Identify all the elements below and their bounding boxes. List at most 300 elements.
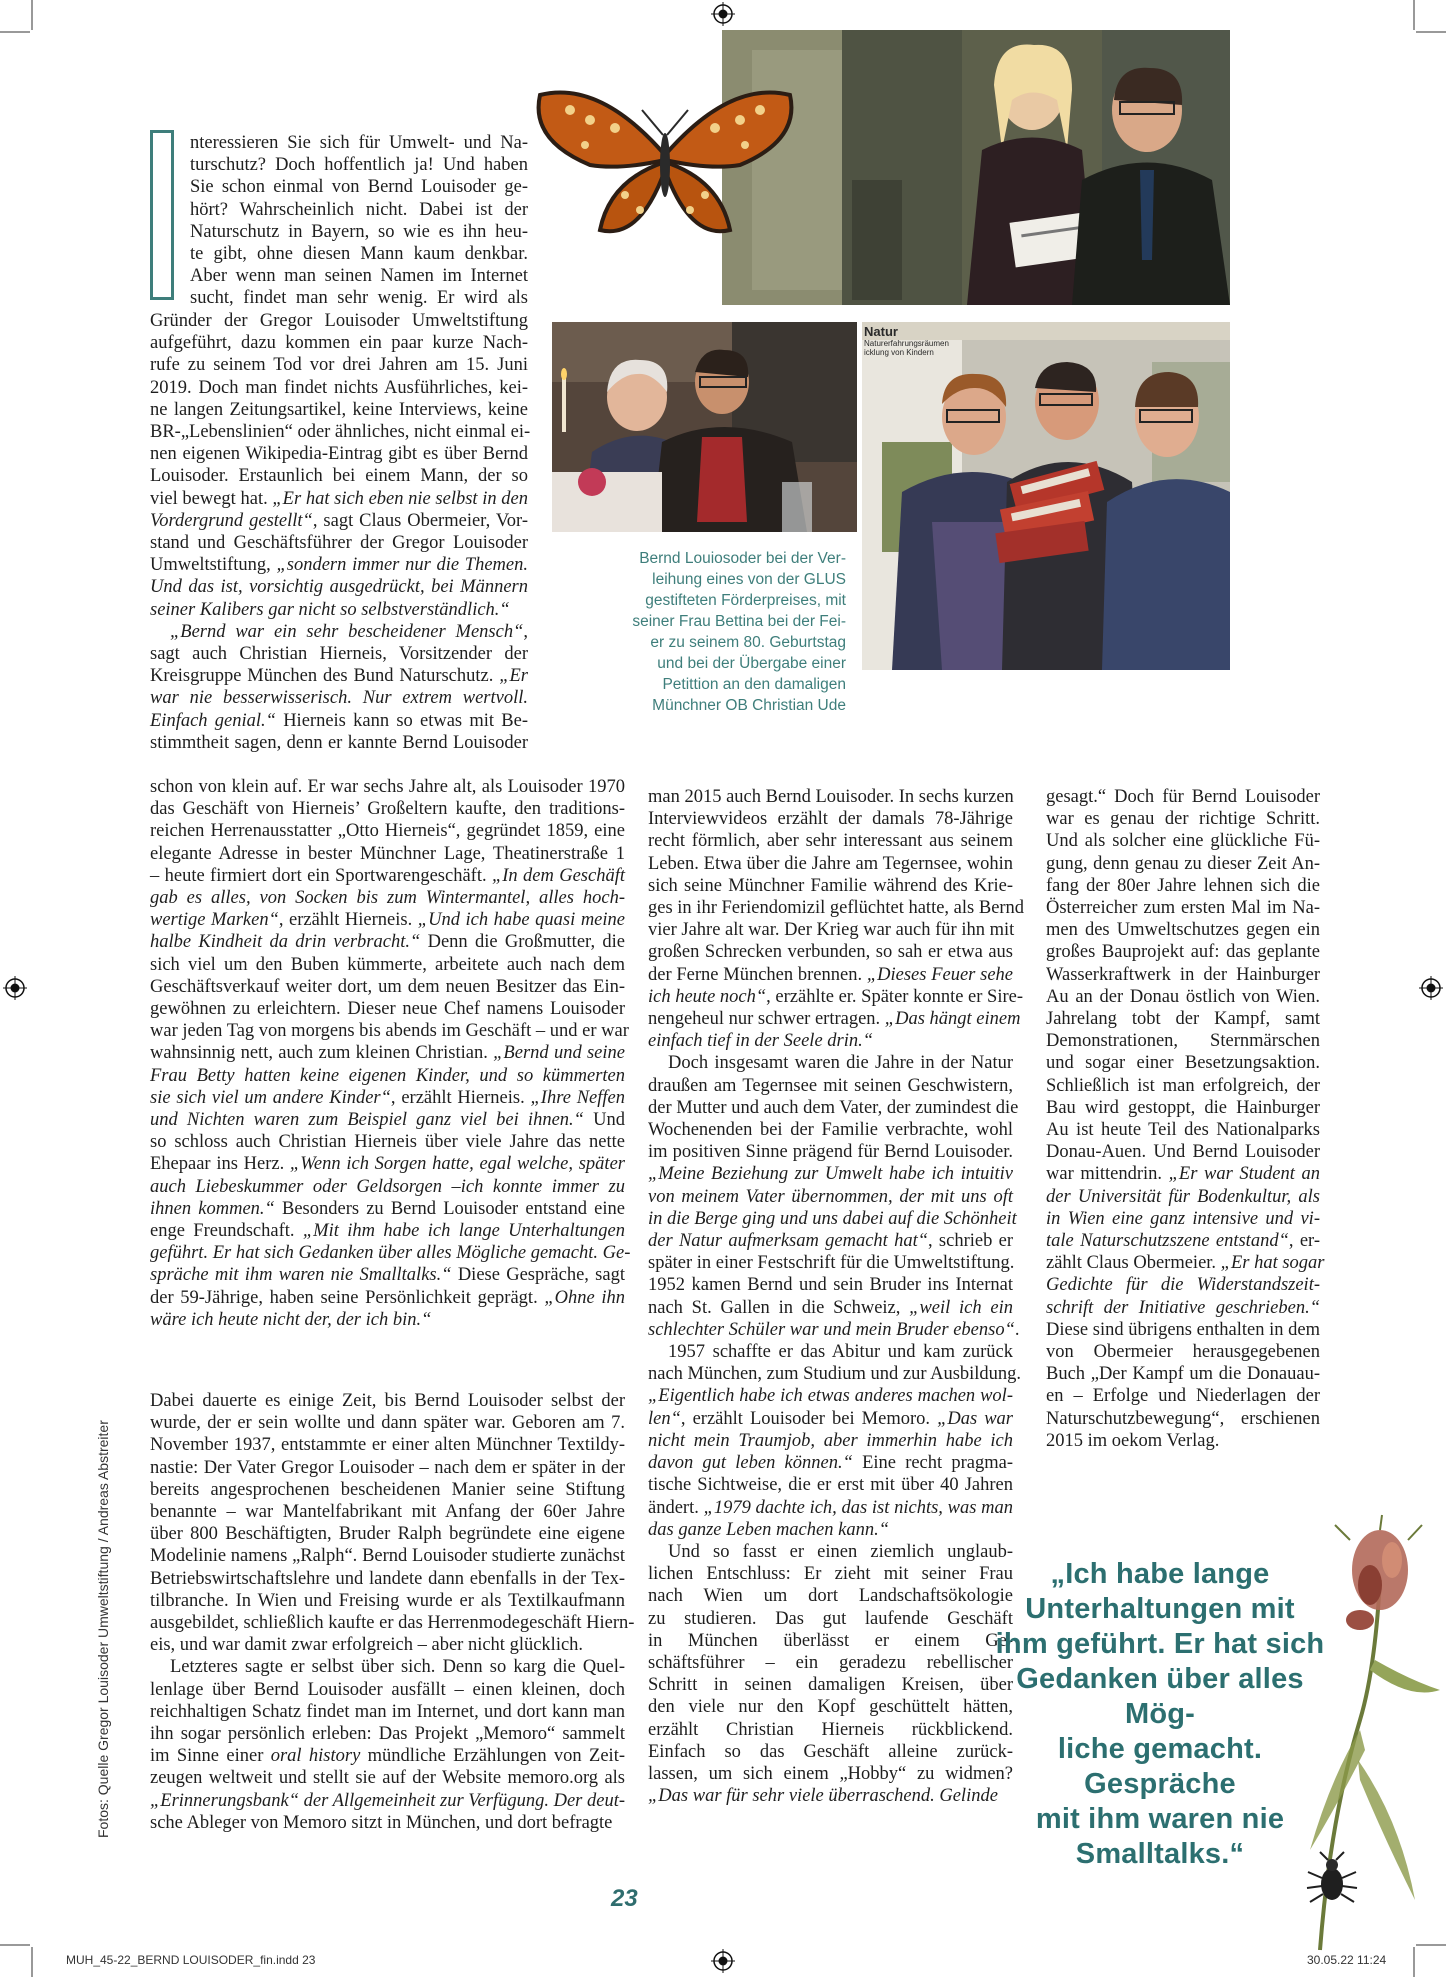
text-segment: Denn die Großmutter, die — [420, 932, 625, 953]
text-line — [648, 1297, 1013, 1319]
text-line — [150, 1634, 625, 1656]
text-segment: das Geschäft von Hierneis’ Großeltern kaufte, den traditions- — [150, 799, 625, 820]
text-segment: benannte – war Mantelfabrikant mit Anfang der 60er Jahre — [150, 1502, 625, 1523]
text-line — [1046, 1363, 1320, 1385]
text-segment: Umweltstiftung, — [150, 555, 277, 576]
text-line — [648, 1274, 1013, 1296]
text-line — [150, 1309, 625, 1331]
text-line — [150, 1264, 625, 1286]
text-segment: war es genau der richtige Schritt. — [1046, 809, 1320, 830]
text-segment: Besonders zu Bernd Louisoder entstand eine — [274, 1198, 625, 1219]
text-segment: November 1937, entstammte er einer alten Münchner Textildy- — [150, 1435, 625, 1456]
text-line — [648, 1008, 1021, 1030]
text-line — [648, 1741, 1013, 1763]
text-segment: recht förmlich, aber sehr interessant aus seinem — [648, 831, 1013, 852]
text-segment: BR-„Lebenslinien“ oder ähnliches, nicht einmal ei- — [150, 422, 531, 443]
text-segment: reichen Herrenausstatter „Otto Hierneis“, gegründet 1859, eine — [150, 821, 625, 842]
text-line — [150, 443, 528, 465]
text-line — [150, 1457, 625, 1479]
text-segment: später in einer Festschrift für die Umweltstiftung. — [648, 1253, 1015, 1274]
text-segment: Naturschutzbewegung“, erschienen — [1046, 1408, 1320, 1429]
article-column-1-intro — [190, 132, 528, 310]
text-line — [648, 1408, 1013, 1430]
text-segment: fang der 80er Jahre lehnen sich die — [1046, 875, 1320, 896]
text-line — [648, 1474, 1013, 1496]
pull-quote-line: „Ich habe lange — [1050, 1558, 1270, 1590]
text-segment: Sie schon einmal von Bernd Louisoder ge- — [190, 177, 528, 198]
text-segment: Modelinie namens „Ralph“. Bernd Louisoder studierte zunächst — [150, 1546, 625, 1567]
text-line — [648, 1541, 1013, 1563]
registration-mark-icon-top — [711, 2, 735, 26]
text-line — [150, 532, 528, 554]
crop-mark-icon-top-left — [0, 0, 56, 56]
text-line — [648, 1341, 1013, 1363]
text-line — [150, 421, 531, 443]
text-segment: 2015 im oekom Verlag. — [1046, 1430, 1220, 1451]
drop-cap-letter-i — [150, 130, 174, 300]
text-line — [150, 1434, 625, 1456]
caption-line: gestifteten Förderpreises, mit — [645, 592, 846, 609]
text-line — [150, 399, 528, 421]
text-segment: gung, denn genau zu dieser Zeit An- — [1046, 853, 1320, 874]
text-segment: Dabei dauerte es einige Zeit, bis Bernd Louisoder selbst der — [150, 1391, 625, 1411]
text-segment: zählt Claus Obermeier. — [1046, 1253, 1221, 1274]
text-segment: Louisoder. Erstaunlich bei einem Mann, der so — [150, 466, 528, 487]
caption-line: Petittion an den damaligen — [662, 676, 846, 693]
photo-credit: Fotos: Quelle Gregor Louisoder Umweltstiftung / Andreas Abstreiter — [95, 1420, 111, 1838]
text-line — [648, 897, 1025, 919]
text-segment: Diese Gespräche, sagt — [451, 1265, 625, 1286]
text-segment: ausgebildet, schließlich kaufte er das Herrenmodegeschäft Hiern- — [150, 1613, 635, 1634]
text-segment: nastie: Der Vater Gregor Louisoder – nach dem er später in der — [150, 1457, 625, 1478]
text-segment: nen eigenen Wikipedia-Eintrag gibt es über Bernd — [150, 444, 528, 465]
text-segment: sucht, findet man sehr wenig. Er wird als — [190, 288, 528, 309]
text-segment: Leben. Etwa über die Jahre am Tegernsee, wohin — [648, 853, 1013, 874]
text-line — [648, 1052, 1013, 1074]
text-line — [190, 265, 528, 287]
text-line — [648, 1163, 1013, 1185]
text-segment: sie sich viel um andere Kinder“ — [150, 1087, 391, 1108]
text-line — [150, 1020, 629, 1042]
text-line — [150, 1042, 625, 1064]
text-segment: „Und ich habe quasi meine — [417, 910, 625, 931]
text-line — [150, 710, 528, 732]
text-line — [1046, 786, 1320, 808]
photo-sign-line: Naturerfahrungsräumen — [864, 339, 949, 348]
text-line — [648, 1186, 1013, 1208]
text-line — [150, 665, 528, 687]
text-segment: zu studieren. Das gut laufende Geschäft — [648, 1608, 1013, 1629]
text-segment: hört? Wahrscheinlich nicht. Dabei ist der — [190, 199, 528, 220]
text-segment: in die Berge ging und uns dabei auf die Schönheit — [648, 1208, 1017, 1229]
text-segment: erzählt Christian Hierneis rückblickend. — [648, 1719, 1013, 1740]
text-segment: ich heute noch“ — [648, 986, 767, 1007]
text-line — [1046, 1252, 1325, 1274]
text-line — [190, 154, 528, 176]
text-segment: den viele nur den Kopf geschüttelt hätten, — [648, 1697, 1013, 1718]
text-line — [648, 1674, 1013, 1696]
text-segment: Betriebswirtschaftslehre und landete dann ebenfalls in der Tex- — [150, 1568, 625, 1589]
pull-quote-line: Unterhaltungen mit — [1025, 1593, 1295, 1625]
text-segment: sich seine Münchner Familie während des Krie- — [648, 875, 1013, 896]
text-line — [648, 1563, 1013, 1585]
registration-mark-icon-right — [1419, 976, 1443, 1000]
text-segment: sche Ableger von Memoro sitzt in München, und dort befragte — [150, 1812, 613, 1833]
text-line — [1046, 808, 1320, 830]
text-line — [1046, 875, 1320, 897]
photo-80th-birthday — [552, 322, 857, 532]
text-line — [190, 132, 528, 154]
text-line — [648, 1030, 1013, 1052]
text-line — [1046, 1008, 1320, 1030]
text-line — [150, 865, 625, 887]
text-line — [150, 1131, 625, 1153]
text-segment: von meinem Vater übernommen, der mit uns oft — [648, 1186, 1013, 1207]
text-line — [1046, 1319, 1320, 1341]
footer-file-info: MUH_45-22_BERND LOUISODER_fin.indd 23 — [66, 1953, 316, 1967]
text-line — [150, 1812, 625, 1834]
text-segment: Und das ist, vorsichtig ausgedrückt, bei Männern — [150, 577, 528, 598]
text-segment: einfach tief in der Seele drin.“ — [648, 1031, 874, 1052]
text-line — [150, 354, 528, 376]
text-segment: man 2015 auch Bernd Louisoder. In sechs kurzen — [648, 787, 1014, 807]
text-segment: tilbranche. In Wien und Freising wurde er als Textilkaufmann — [150, 1590, 625, 1611]
text-segment: 2019. Doch man findet nichts Ausführliches, kei- — [150, 377, 528, 398]
text-line — [150, 1656, 625, 1678]
caption-line: Bernd Louiosoder bei der Ver- — [639, 550, 846, 567]
text-segment: gewöhnen zu erleichtern. Dieser neue Chef namens Louisoder — [150, 999, 625, 1020]
text-segment: , erzählt Hierneis. — [278, 910, 418, 931]
text-line — [150, 1390, 625, 1412]
registration-mark-icon-bottom — [711, 1949, 735, 1973]
text-segment: rufe zu seinem Tod vor drei Jahren am 15. Juni — [150, 355, 528, 376]
text-segment: Gedichte für die Widerstandszeit- — [1046, 1275, 1320, 1296]
text-segment: tische Sichtweise, die er erst mit über 40 Jahren — [648, 1475, 1013, 1496]
text-segment: en – Erfolge und Niederlagen der — [1046, 1386, 1320, 1407]
text-segment: gab es alles, von Socken bis zum Wintermantel, alles hoch- — [150, 888, 625, 909]
text-line — [648, 1785, 1013, 1807]
text-line — [648, 1430, 1013, 1452]
text-line — [1046, 830, 1320, 852]
text-segment: Jahrelang tobt der Kampf, samt — [1046, 1009, 1320, 1030]
text-segment: geführt. Er hat sich Gedanken über alles Mögliche gemacht. Ge- — [150, 1243, 631, 1264]
text-segment: – heute firmiert dort ein Sportwarengeschäft. — [150, 865, 492, 886]
text-line — [150, 1087, 625, 1109]
text-line — [150, 954, 625, 976]
text-segment: Kreisgruppe München des Bund Naturschutz. — [150, 666, 500, 687]
text-segment: Eine recht pragma- — [852, 1453, 1014, 1474]
text-line — [190, 243, 528, 265]
text-segment: Naturschutz in Bayern, so wie es ihn heu- — [190, 221, 528, 242]
text-line — [150, 332, 528, 354]
text-segment: Schritt in seinen damaligen Kreisen, über — [648, 1675, 1013, 1696]
text-segment: von Obermeier herausgegebenen — [1046, 1342, 1320, 1363]
text-segment: lichen Entschluss: Er zieht mit seiner Frau — [648, 1564, 1013, 1585]
text-segment: nteressieren Sie sich für Umwelt- und Na- — [190, 133, 528, 153]
text-line — [648, 941, 1013, 963]
pull-quote-line: ihm geführt. Er hat sich — [995, 1628, 1325, 1660]
text-segment: großes Bauprojekt auf: das geplante — [1046, 942, 1320, 963]
text-line — [648, 1608, 1013, 1630]
text-segment: , — [523, 621, 528, 642]
text-segment: Schließlich ist man erfolgreich, der — [1046, 1075, 1320, 1096]
text-segment: „Er hat sich eben nie selbst in den — [272, 488, 528, 509]
article-column-1-upper — [150, 310, 531, 754]
text-line — [190, 287, 528, 309]
text-segment: Wasserkraftwerk in der Hainburger — [1046, 964, 1320, 985]
text-segment: , er- — [1288, 1231, 1320, 1252]
text-line — [648, 1119, 1013, 1141]
text-line — [150, 643, 528, 665]
text-segment: „Er — [499, 666, 528, 687]
text-line — [648, 1585, 1013, 1607]
text-segment: so schloss auch Christian Hierneis über viele Jahre das nette — [150, 1132, 625, 1153]
text-segment: „Bernd und seine — [493, 1043, 625, 1064]
text-segment: auch Liebeskummer oder Geldsorgen –ich konnte immer zu — [150, 1176, 625, 1197]
text-line — [150, 776, 625, 798]
text-segment: schon von klein auf. Er war sechs Jahre alt, als Louisoder 1970 — [150, 777, 625, 797]
text-segment: in München überlässt er einem Ge- — [648, 1630, 1013, 1651]
caption-line: und bei der Übergabe einer — [657, 655, 846, 672]
text-line — [1046, 1408, 1320, 1430]
text-segment: wurde, der er sein wollte und dann später war. Geboren am 7. — [150, 1413, 625, 1434]
text-line — [150, 1612, 635, 1634]
text-line — [648, 808, 1013, 830]
text-line — [648, 1097, 1019, 1119]
text-segment: , erzählte er. Später konnte er Sire- — [766, 986, 1024, 1007]
text-segment: Au an der Donau östlich von Wien. — [1046, 986, 1320, 1007]
text-line — [648, 1497, 1013, 1519]
text-segment: schrift der Initiative geschrieben.“ — [1046, 1297, 1320, 1318]
text-segment: stimmtheit sagen, denn er kannte Bernd Louisoder — [150, 732, 528, 753]
text-segment: nengeheul nur schwer ertragen. — [648, 1009, 885, 1030]
text-segment: in Wien eine ganz intensive und vi- — [1046, 1208, 1320, 1229]
text-segment: Au ist heute Teil des Nationalparks — [1046, 1120, 1320, 1141]
text-segment: das ganze Leben machen kann.“ — [648, 1519, 889, 1540]
text-line — [648, 1652, 1013, 1674]
text-segment: und Nichten waren zum Beispiel ganz viel bei ihnen.“ — [150, 1110, 584, 1131]
text-line — [1046, 853, 1320, 875]
text-line — [648, 1252, 1013, 1274]
text-segment: der 59-Jährige, haben seine Persönlichkeit geprägt. — [150, 1287, 545, 1308]
text-segment: lassen, um sich einem „Hobby“ zu widmen? — [648, 1763, 1013, 1784]
text-segment: nicht mein Traumjob, aber immerhin habe ich — [648, 1430, 1013, 1451]
text-line — [1046, 1297, 1320, 1319]
text-line — [150, 599, 528, 621]
text-line — [1046, 1097, 1320, 1119]
text-line — [150, 1501, 625, 1523]
registration-mark-icon-left — [3, 976, 27, 1000]
text-segment: seiner Kalibers gar nicht so selbstverständlich.“ — [150, 599, 510, 620]
text-line — [150, 798, 625, 820]
text-segment: der Universität für Bodenkultur, als — [1046, 1186, 1320, 1207]
text-segment: „Bernd war ein sehr bescheidener Mensch“ — [170, 621, 524, 642]
caption-line: er zu seinem 80. Geburtstag — [650, 634, 846, 651]
text-segment: schlechter Schüler war und mein Bruder ebenso“ — [648, 1319, 1015, 1340]
text-segment: „Er war Student an — [1168, 1164, 1320, 1185]
text-segment: Vordergrund gestellt“ — [150, 510, 313, 531]
text-segment: der Ferne München brennen. — [648, 964, 867, 985]
text-line — [648, 1363, 1022, 1385]
text-line — [648, 1763, 1013, 1785]
text-segment: 1952 kamen Bernd und sein Bruder ins Internat — [648, 1275, 1013, 1296]
photo-sign-title: Natur — [864, 324, 898, 339]
text-segment: großen Schrecken verbunden, so sah er etwa aus — [648, 942, 1013, 963]
text-segment: wahnsinnig nett, auch zum kleinen Christian. — [150, 1043, 494, 1064]
text-line — [150, 1523, 625, 1545]
text-line — [1046, 1230, 1320, 1252]
text-line — [150, 310, 528, 332]
text-line — [150, 976, 625, 998]
text-line — [648, 1452, 1013, 1474]
text-segment: sagt auch Christian Hierneis, Vorsitzender der — [150, 644, 528, 665]
text-line — [150, 1065, 625, 1087]
article-column-1-lower — [150, 1390, 635, 1834]
text-line — [150, 820, 625, 842]
text-segment: im Sinne einer — [150, 1746, 271, 1767]
text-line — [190, 199, 528, 221]
text-segment: zeugen weltweit und stellt sie auf der Website memoro.org als — [150, 1768, 625, 1789]
text-segment: aufgeführt, dazu kommen ein paar kurze Nach- — [150, 333, 528, 354]
text-segment: spräche mit ihm waren nie Smalltalks.“ — [150, 1265, 452, 1286]
text-line — [648, 853, 1013, 875]
text-segment: davon gut leben können.“ — [648, 1453, 853, 1474]
text-segment: , erzählt Louisoder bei Memoro. — [680, 1408, 938, 1429]
text-segment: „Das war für sehr viele überraschend. Gelinde — [648, 1786, 998, 1807]
text-line — [150, 1153, 625, 1175]
text-line — [1046, 1186, 1320, 1208]
text-segment: „Ihre Neffen — [530, 1087, 626, 1108]
text-segment: wertige Marken“ — [150, 910, 279, 931]
text-segment: Donau-Auen. Und Bernd Louisoder — [1046, 1142, 1320, 1163]
text-line — [648, 1208, 1017, 1230]
text-line — [648, 1719, 1013, 1741]
text-line — [1046, 1385, 1320, 1407]
text-line — [1046, 1341, 1320, 1363]
text-segment: men des Umweltschutzes gegen ein — [1046, 920, 1320, 941]
text-segment: . — [1014, 1319, 1020, 1340]
text-segment: „Er hat sogar — [1220, 1253, 1325, 1274]
text-line — [150, 1745, 625, 1767]
text-line — [648, 786, 1013, 808]
text-line — [1046, 1274, 1320, 1296]
text-segment: viel bewegt hat. — [150, 488, 273, 509]
text-segment: enge Freundschaft. — [150, 1221, 303, 1242]
text-line — [1046, 1075, 1320, 1097]
text-segment: , sagt Claus Obermeier, Vor- — [312, 510, 528, 531]
text-line — [648, 1230, 1013, 1252]
text-line — [1046, 1430, 1320, 1452]
text-segment: Buch „Der Kampf um die Donauau- — [1046, 1364, 1320, 1385]
text-line — [150, 1176, 625, 1198]
text-line — [1046, 1163, 1320, 1185]
text-segment: Doch insgesamt waren die Jahre in der Natur — [668, 1053, 1013, 1074]
text-line — [150, 1590, 625, 1612]
text-segment: Österreicher zum ersten Mal im Na- — [1046, 898, 1320, 919]
text-segment: „Mit ihm habe ich lange Unterhaltungen — [302, 1221, 625, 1242]
crop-mark-icon-top-right — [1390, 0, 1446, 56]
text-segment: und sogar einer Besetzungsaktion. — [1046, 1053, 1320, 1074]
text-segment: Gründer der Gregor Louisoder Umweltstiftung — [150, 311, 528, 331]
pull-quote-line: Smalltalks.“ — [1075, 1838, 1245, 1870]
text-segment: tale Naturschutzszene entstand“ — [1046, 1231, 1289, 1252]
text-segment: wäre ich heute nicht der, der ich bin.“ — [150, 1309, 432, 1330]
text-segment: ihn sogar persönlich erleben: Das Projekt „Memoro“ sammelt — [150, 1724, 625, 1745]
text-segment: „1979 dachte ich, das ist nichts, was man — [703, 1497, 1013, 1518]
text-segment: Und als solcher eine glückliche Fü- — [1046, 831, 1320, 852]
text-segment: Letzteres sagte er selbst über sich. Denn so karg die Quel- — [170, 1657, 625, 1678]
text-segment: „In dem Geschäft — [491, 865, 625, 886]
text-line — [648, 1696, 1013, 1718]
text-segment: len“ — [648, 1408, 681, 1429]
text-line — [150, 1790, 625, 1812]
text-segment: „weil ich ein — [909, 1297, 1014, 1318]
text-line — [150, 998, 625, 1020]
text-segment: Geschäftsverkauf weiter dort, um dem neuen Besitzer das Ein- — [150, 976, 625, 997]
text-line — [1046, 1208, 1320, 1230]
text-line — [190, 176, 528, 198]
text-segment: elegante Adresse in bester Münchner Lage, Theatinerstraße 1 — [150, 843, 625, 864]
text-segment: der Natur aufmerksam gemacht hat“ — [648, 1231, 929, 1252]
pull-quote — [990, 1557, 1330, 1872]
text-segment: eis, und war damit zwar erfolgreich – aber nicht glücklich. — [150, 1635, 584, 1656]
text-segment: nach Wien um dort Landschaftsökologie — [648, 1586, 1013, 1607]
text-segment: „Das hängt einem — [884, 1009, 1021, 1030]
text-line — [150, 909, 625, 931]
text-line — [150, 621, 528, 643]
article-column-1-wide — [150, 776, 631, 1331]
pull-quote-line: liche gemacht. Gespräche — [1057, 1733, 1263, 1800]
text-line — [1046, 986, 1320, 1008]
text-line — [648, 919, 1013, 941]
text-segment: mündliche Erzählungen von Zeit- — [360, 1746, 625, 1767]
text-line — [1046, 1141, 1320, 1163]
text-segment: „Ohne ihn — [544, 1287, 625, 1308]
text-segment: Interviewvideos erzählt der damals 78-Jährige — [648, 809, 1013, 830]
text-segment: gesagt.“ — [1046, 787, 1107, 807]
text-line — [150, 576, 528, 598]
text-segment: Hierneis kann so etwas mit Be- — [275, 710, 528, 731]
text-line — [150, 1198, 625, 1220]
text-line — [648, 1141, 1013, 1163]
text-line — [150, 887, 625, 909]
text-segment: „Das war — [937, 1408, 1014, 1429]
text-line — [648, 1519, 1013, 1541]
text-segment: Frau Betty hatten keine eigenen Kinder, und so kümmerten — [150, 1065, 625, 1086]
text-segment: ges in ihr Feriendomizil geflüchtet hatte, als Bernd — [648, 898, 1025, 919]
article-column-3 — [1046, 786, 1325, 1452]
pull-quote-line: Gedanken über alles Mög- — [1016, 1663, 1304, 1730]
text-line — [1046, 919, 1320, 941]
text-line — [648, 1630, 1013, 1652]
text-segment: „Meine Beziehung zur Umwelt habe ich intuitiv — [648, 1164, 1013, 1185]
text-segment: Ehepaar ins Herz. — [150, 1154, 290, 1175]
photo-sign-line: icklung von Kindern — [864, 348, 934, 357]
text-segment: „Erinnerungsbank“ der Allgemeinheit zur Verfügung. Der deut- — [150, 1790, 625, 1811]
text-line — [150, 687, 528, 709]
text-line — [150, 465, 528, 487]
caption-line: Münchner OB Christian Ude — [652, 697, 846, 714]
text-segment: Einfach genial.“ — [150, 710, 276, 731]
text-segment: Bau wird gestoppt, die Hainburger — [1046, 1097, 1320, 1118]
text-segment: Diese sind übrigens enthalten in dem — [1046, 1319, 1320, 1340]
text-segment: war jeden Tag von morgens bis abends im Geschäft – und er war — [150, 1021, 629, 1042]
text-segment: der Mutter und auch dem Vater, der zumindest die — [648, 1097, 1019, 1118]
text-line — [150, 1679, 625, 1701]
photo-caption — [560, 548, 846, 716]
text-segment: halbe Kindheit da drin verbracht.“ — [150, 932, 421, 953]
text-line — [150, 1568, 625, 1590]
